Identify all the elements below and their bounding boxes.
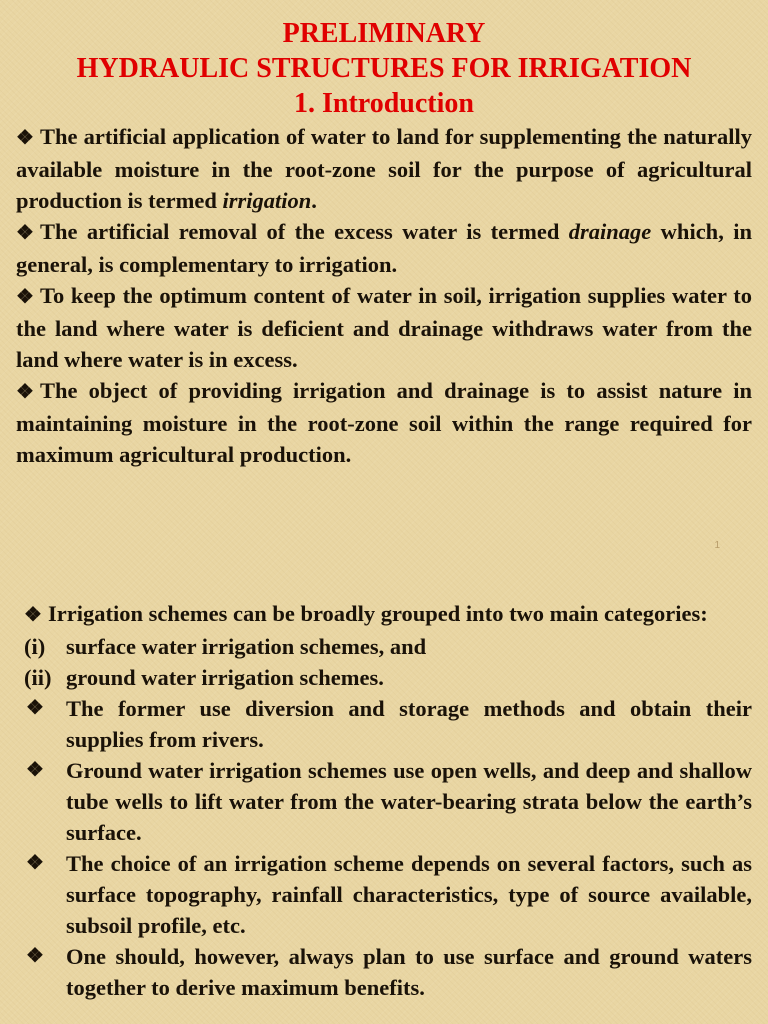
title-preliminary: PRELIMINARY bbox=[282, 18, 486, 49]
term-irrigation: irrigation bbox=[222, 188, 312, 213]
diamond-bullet-icon: ❖ bbox=[16, 127, 34, 149]
term-drainage: drainage bbox=[568, 219, 652, 244]
slide-number: 1 bbox=[714, 540, 720, 551]
bullet-plan-together bbox=[24, 941, 752, 1003]
list-item-ground bbox=[24, 662, 752, 693]
bullet-text: The choice of an irrigation scheme depends on several factors, such as surface topography, rainfall characteristics, type of source available, subsoil profile, etc. bbox=[66, 851, 752, 938]
paragraph-optimum-content bbox=[16, 280, 752, 375]
bullet-text: One should, however, always plan to use surface and ground waters together to derive maximum benefits. bbox=[66, 944, 752, 1000]
diamond-bullet-icon: ❖ bbox=[24, 604, 42, 626]
paragraph-schemes-intro bbox=[24, 598, 752, 631]
paragraph-end: which, in general, is complementary to irrigation. bbox=[16, 219, 752, 277]
diamond-bullet-icon: ❖ bbox=[16, 381, 34, 403]
paragraph-text: The artificial application of water to land for supplementing the naturally available moisture in the root-zone soil for the purpose of agricultural production is termed bbox=[16, 124, 752, 213]
bullet-text: The former use diversion and storage methods and obtain their supplies from rivers. bbox=[66, 696, 752, 752]
paragraph-text: The artificial removal of the excess water is termed bbox=[40, 219, 569, 244]
paragraph-irrigation bbox=[16, 121, 752, 216]
paragraph-object bbox=[16, 375, 752, 470]
diamond-bullet-icon: ❖ bbox=[26, 852, 44, 874]
bullet-former-use bbox=[24, 693, 752, 755]
diamond-bullet-icon: ❖ bbox=[26, 759, 44, 781]
paragraph-end: . bbox=[311, 188, 317, 213]
bullet-choice-of-scheme bbox=[24, 848, 752, 941]
bullet-text: Ground water irrigation schemes use open wells, and deep and shallow tube wells to lift water from the water-bearing strata below the earth’s surface. bbox=[66, 758, 752, 845]
paragraph-text: The object of providing irrigation and drainage is to assist nature in maintaining moisture in the root-zone soil within the range required for maximum agricultural production. bbox=[16, 378, 752, 467]
paragraph-text: Irrigation schemes can be broadly grouped into two main categories: bbox=[48, 601, 708, 626]
title-main: HYDRAULIC STRUCTURES FOR IRRIGATION bbox=[76, 53, 692, 84]
title-block bbox=[0, 0, 768, 121]
diamond-bullet-icon: ❖ bbox=[26, 697, 44, 719]
paragraph-drainage bbox=[16, 216, 752, 280]
bullet-ground-water bbox=[24, 755, 752, 848]
list-item-text: surface water irrigation schemes, and bbox=[66, 634, 427, 659]
diamond-bullet-icon: ❖ bbox=[16, 286, 34, 308]
paragraph-text: To keep the optimum content of water in soil, irrigation supplies water to the land where water is deficient and drainage withdraws water from the land where water is in excess. bbox=[16, 283, 752, 372]
list-item-text: ground water irrigation schemes. bbox=[66, 665, 384, 690]
list-marker: (ii) bbox=[24, 665, 52, 690]
diamond-bullet-icon: ❖ bbox=[16, 222, 34, 244]
list-item-surface bbox=[24, 631, 752, 662]
slide-2 bbox=[0, 590, 768, 1024]
diamond-bullet-icon: ❖ bbox=[26, 945, 44, 967]
list-marker: (i) bbox=[24, 634, 46, 659]
section-heading: 1. Introduction bbox=[294, 88, 474, 119]
